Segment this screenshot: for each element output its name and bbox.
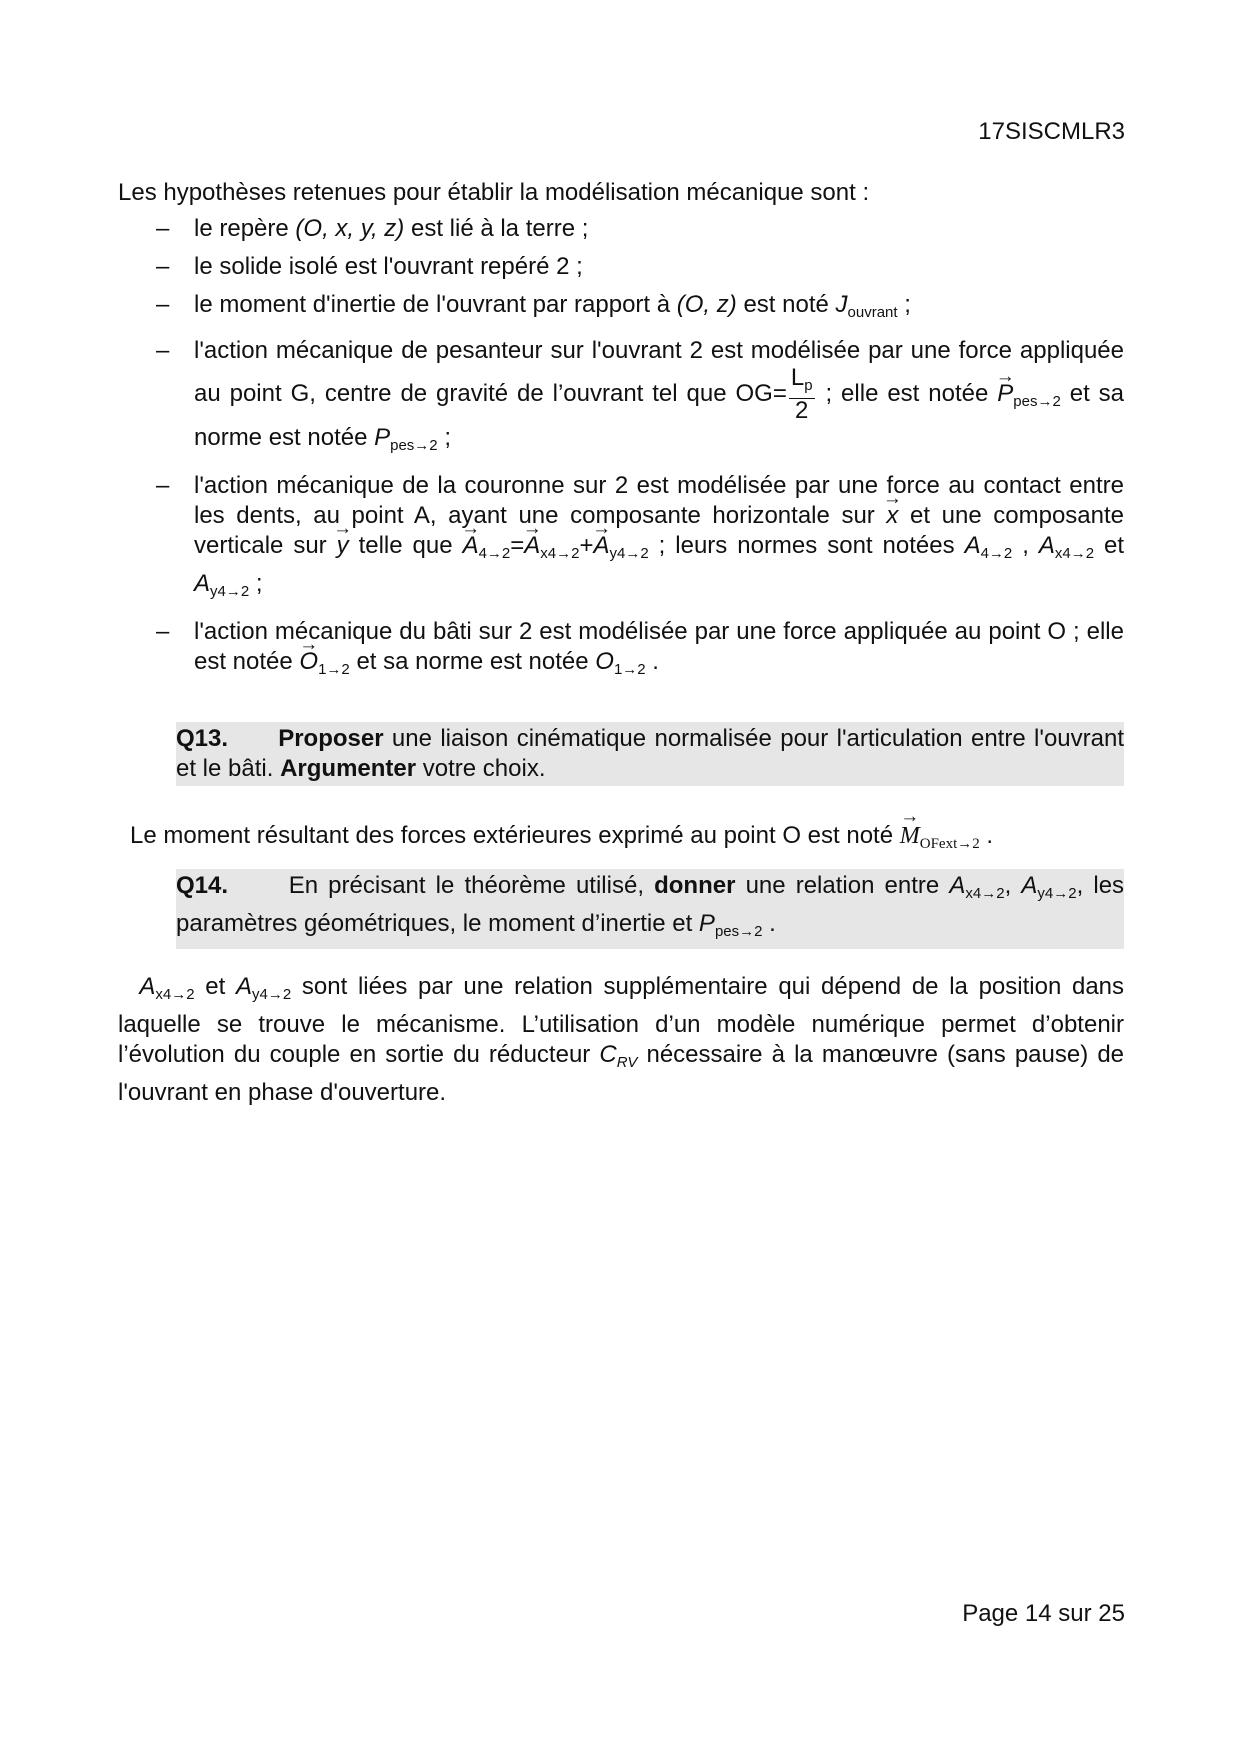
vector-symbol: → M bbox=[900, 823, 920, 850]
og-formula: OG= $\frac{L_p}{2}$ bbox=[735, 364, 813, 424]
fraction: $\frac{L_p}{2}$ bbox=[790, 364, 813, 424]
moment-sentence: Le moment résultant des forces extérieures exprimé au point O est noté → $M_{OFext\to 2}$ . bbox=[130, 822, 993, 853]
intro-text: Les hypothèses retenues pour établir la modélisation mécanique sont : bbox=[118, 179, 870, 206]
page-number: Page 14 sur 25 bbox=[962, 1600, 1125, 1627]
question-q14: Q14. En précisant le théorème utilisé, donner une relation entre $A_{x4\to 2}$, $A_{y4\to 2}$, les paramètres géométriques, le moment d’inertie et $P_{pes\to 2}$ . bbox=[176, 869, 1124, 949]
vector-symbol: → P bbox=[997, 379, 1013, 409]
hypothesis-item: – l'action mécanique de pesanteur sur l'ouvrant 2 est modélisée par une force appliquée au point G, centre de gravité de l’ouvrant tel que OG= $\frac{L_p}{2}$ ; elle est notée → $P_{pes\to 2}$ et sa norme est notée $P_{pes\to 2}$ ; bbox=[118, 336, 1124, 461]
hypothesis-item: – le moment d'inertie de l'ouvrant par rapport à (O, z) est noté $J_{ouvrant}$ ; bbox=[156, 291, 911, 321]
question-number: Q13. bbox=[176, 725, 229, 752]
hypothesis-item: – l'action mécanique de la couronne sur 2 est modélisée par une force au contact entre les dents, au point A, ayant une composante horizontale sur → x et une composante verticale sur → y telle que → $A_{4\to 2}=\to A_{x4\to 2}+\to A_{y4\to 2}$ ; leurs normes sont notées $A_{4\to 2}$ , $A_{x4\to 2}$ et $A_{y4\to 2}$ ; bbox=[118, 471, 1124, 607]
hypothesis-item: – le solide isolé est l'ouvrant repéré 2 ; bbox=[156, 253, 583, 280]
vector-equation: → $A_{4\to 2}=\to A_{x4\to 2}+\to A_{y4\to 2}$ bbox=[463, 532, 649, 559]
hypothesis-item: – le repère (O, x, y, z) est lié à la terre ; bbox=[156, 215, 589, 242]
hypothesis-item: – l'action mécanique du bâti sur 2 est modélisée par une force appliquée au point O ; elle est notée → $O_{1\to 2}$ et sa norme est notée $O_{1\to 2}$ . bbox=[118, 617, 1124, 685]
question-q13: Q13. Proposer une liaison cinématique normalisée pour l'articulation entre l'ouvrant et le bâti. Argumenter votre choix. bbox=[176, 722, 1124, 786]
vector-symbol: → O bbox=[299, 647, 318, 677]
final-paragraph: $A_{x4\to 2}$ et $A_{y4\to 2}$ sont liées par une relation supplémentaire qui dépend de la position dans laquelle se trouve le mécanisme. L’utilisation d’un modèle numérique permet d’obtenir l’évolution du couple en sortie du réducteur $C_{RV}$ nécessaire à la manœuvre (sans pause) de l'ouvrant en phase d'ouverture. bbox=[118, 973, 1125, 1106]
vector-symbol: → x bbox=[886, 501, 898, 531]
question-number: Q14. bbox=[176, 872, 229, 899]
hypotheses-list bbox=[118, 214, 1124, 685]
vector-symbol: → y bbox=[337, 531, 349, 561]
document-code: 17SISCMLR3 bbox=[978, 118, 1125, 145]
frame-formula: (O, x, y, z) bbox=[295, 215, 405, 242]
axis-formula: (O, z) bbox=[676, 291, 737, 318]
